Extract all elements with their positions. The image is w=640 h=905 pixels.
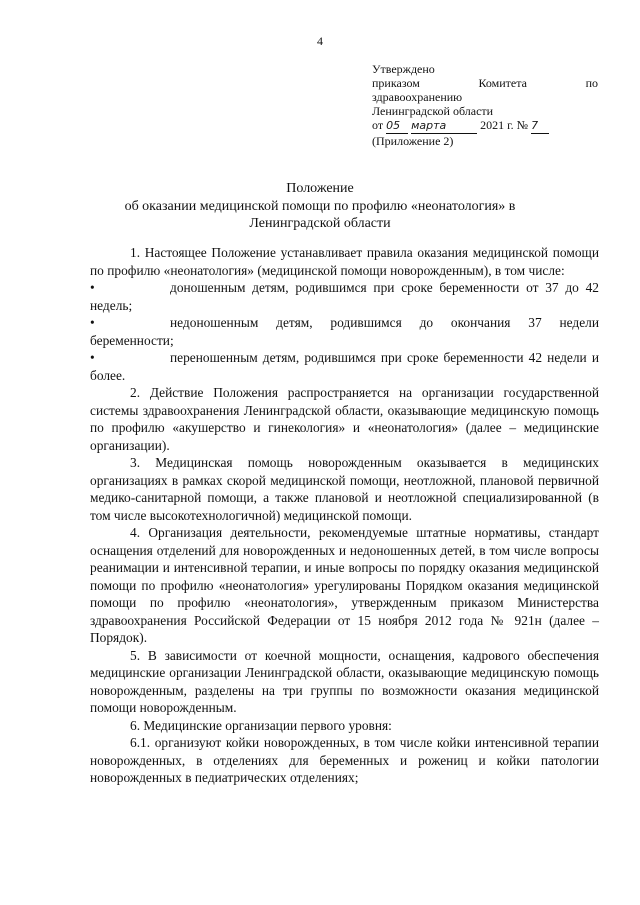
approval-line-1: Утверждено <box>372 62 435 76</box>
approval-word-committee: Комитета <box>478 76 527 90</box>
date-year: 2021 г. № <box>480 118 529 132</box>
page-number: 4 <box>317 34 323 48</box>
doc-subtitle-line-2: Ленинградской области <box>249 216 391 231</box>
approval-line-4: Ленинградской области <box>372 104 494 118</box>
bullet-mark: • <box>90 350 95 365</box>
paragraph-2: 2. Действие Положения распространяется на организации государственной системы здравоохранения Ленинградской области, оказывающие медицинскую помощь по профилю «акушерство и гинекология» и «неонатология» (далее – медицинские организации). <box>90 385 599 453</box>
bullet-mark: • <box>90 280 95 295</box>
approval-word-order: приказом <box>372 76 420 90</box>
paragraph-6-1: 6.1. организуют койки новорожденных, в том числе койки интенсивной терапии новорожденных, в отделениях для беременных и рожениц и койки патологии новорожденных в педиатрических отделениях; <box>90 735 599 785</box>
bullet-item-1 <box>90 279 599 314</box>
bullet-text-3: переношенным детям, родившимся при сроке беременности 42 недели и более. <box>90 350 599 383</box>
doc-title: Положение <box>286 181 354 196</box>
doc-subtitle-line-1: об оказании медицинской помощи по профилю «неонатология» в <box>124 199 516 214</box>
paragraph-3: 3. Медицинская помощь новорожденным оказывается в медицинских организациях в рамках скорой медицинской помощи, неотложной, плановой первичной медико-санитарной помощи, а также плановой и неотложной специализированной (в том числе высокотехнологичной) медицинской помощи. <box>90 455 599 523</box>
document-body <box>90 244 599 787</box>
approval-date-line <box>372 118 598 134</box>
approval-line-3: здравоохранению <box>372 90 463 104</box>
handwritten-month: марта <box>411 119 477 134</box>
handwritten-order-number: 7 <box>531 119 549 134</box>
bullet-text-2: недоношенным детям, родившимся до окончания 37 недели беременности; <box>90 315 599 348</box>
appendix-label: (Приложение 2) <box>372 134 454 148</box>
paragraph-1: 1. Настоящее Положение устанавливает правила оказания медицинской помощи по профилю «неонатология» (медицинской помощи новорожденным), в том числе: <box>90 245 599 278</box>
bullet-mark: • <box>90 315 95 330</box>
bullet-text-1: доношенным детям, родившимся при сроке беременности от 37 до 42 недель; <box>90 280 599 313</box>
handwritten-day: 05 <box>386 119 408 134</box>
bullet-item-3 <box>90 349 599 384</box>
paragraph-4: 4. Организация деятельности, рекомендуемые штатные нормативы, стандарт оснащения отделений для новорожденных и недоношенных детей, в том числе вопросы реанимации и интенсивной терапии, и иные вопросы по порядку оказания медицинской помощи по профилю «неонатология» урегулированы Порядком оказания медицинской помощи по профилю «неонатология», утвержденным приказом Министерства здравоохранения Российской Федерации от 15 ноября 2012 года № 921н (далее – Порядок). <box>90 525 599 645</box>
date-prefix: от <box>372 118 384 132</box>
bullet-item-2 <box>90 314 599 349</box>
paragraph-6: 6. Медицинские организации первого уровня: <box>130 717 392 733</box>
paragraph-5: 5. В зависимости от коечной мощности, оснащения, кадрового обеспечения медицинские организации Ленинградской области, оказывающие медицинскую помощь новорожденным, разделены на три группы по возможности оказания медицинской помощи новорожденным. <box>90 647 599 715</box>
approval-line-2 <box>372 76 598 90</box>
approval-word-by: по <box>585 76 598 90</box>
approval-stamp <box>372 62 598 148</box>
